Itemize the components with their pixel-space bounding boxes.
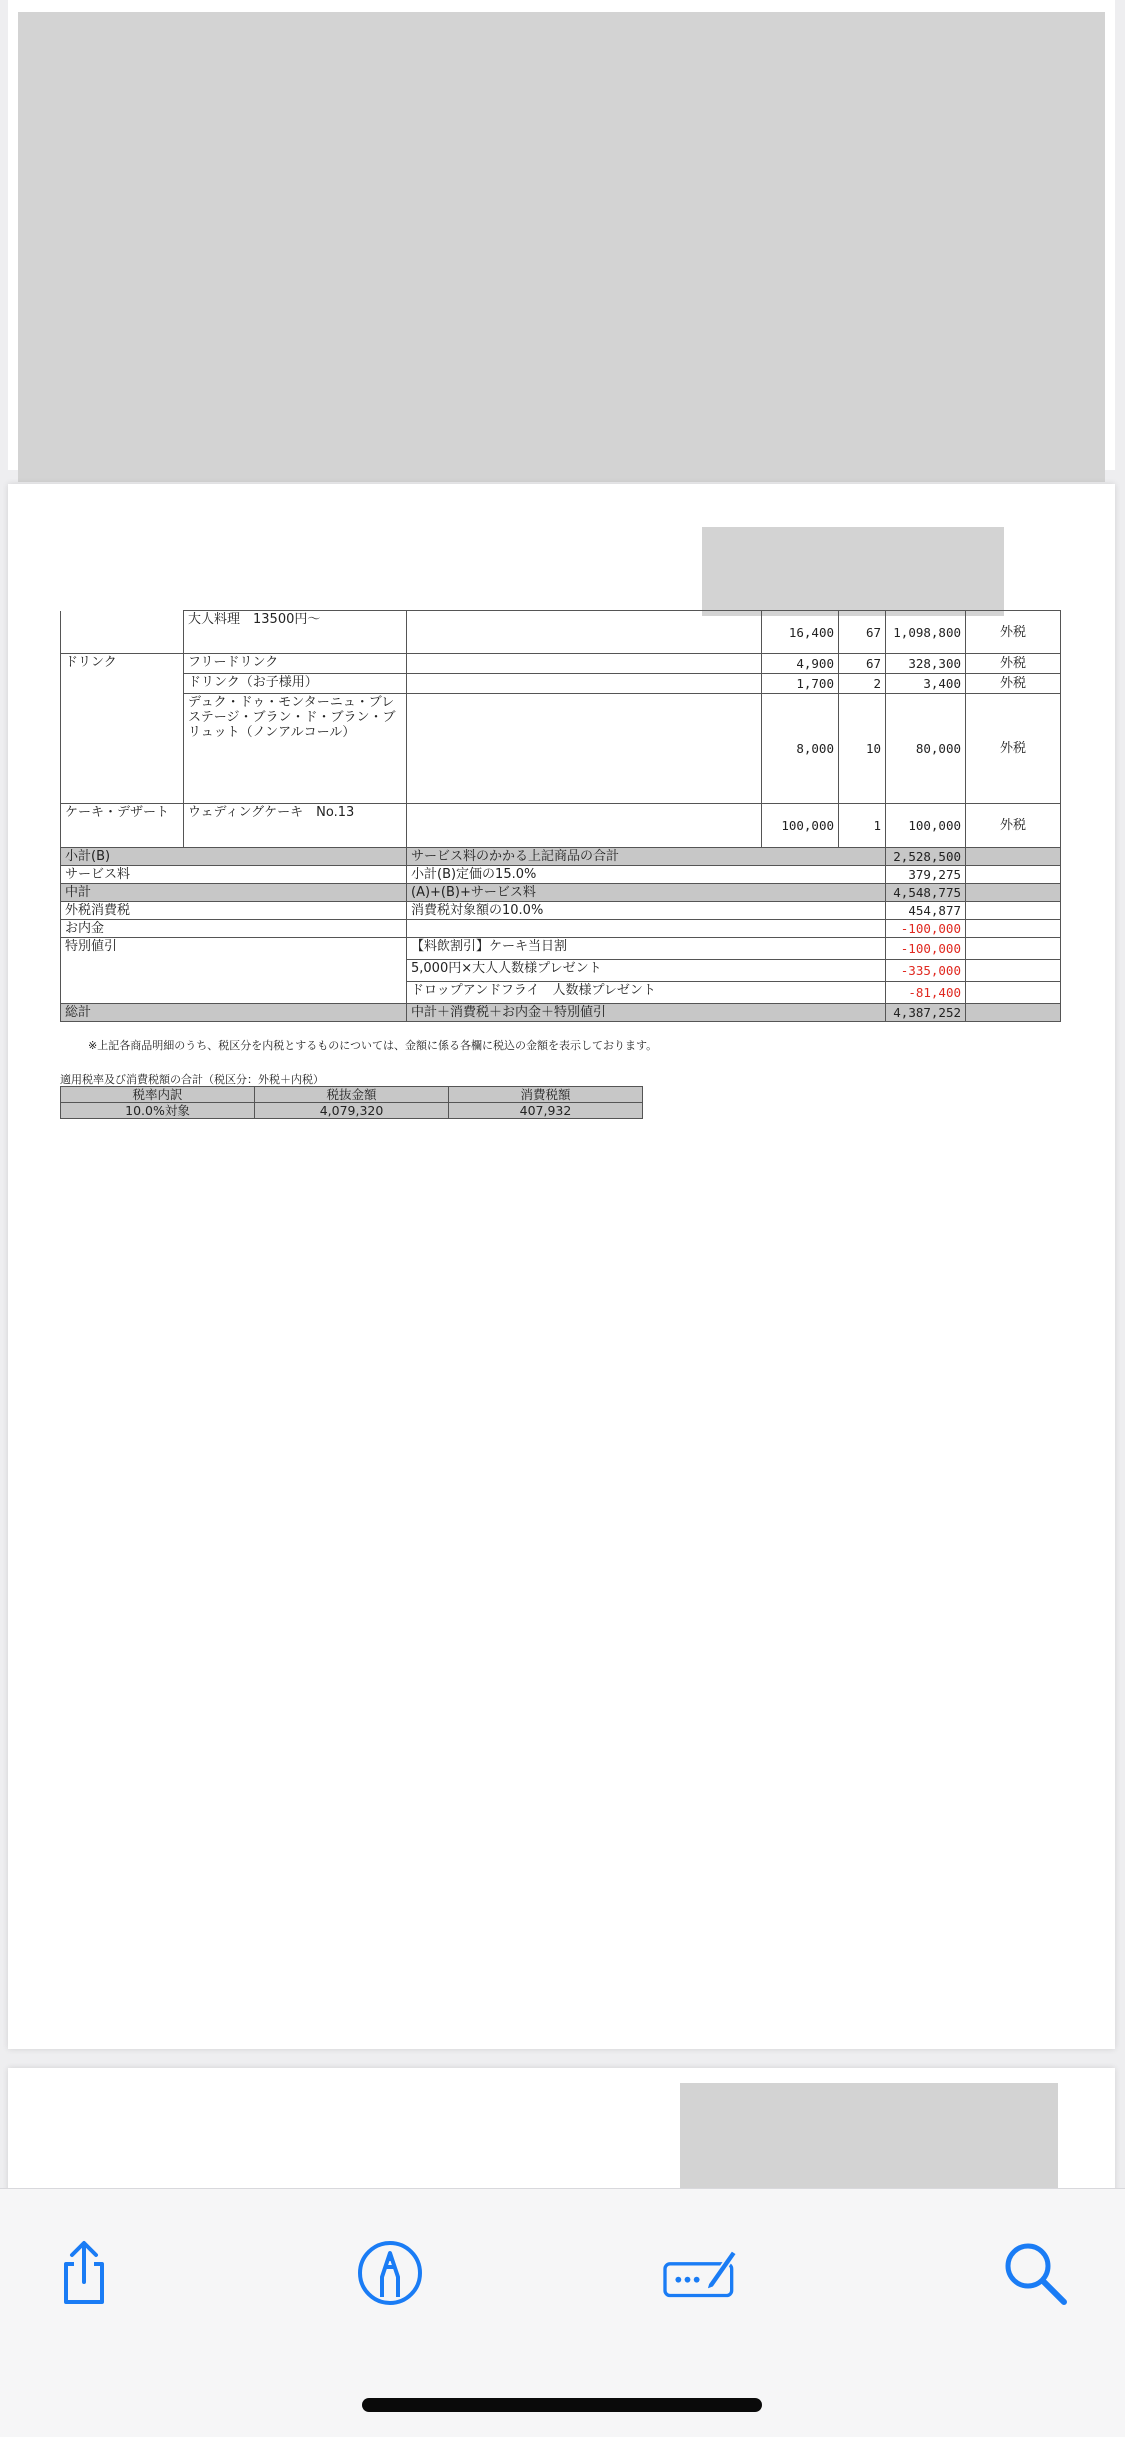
subtotal-row — [61, 848, 1061, 866]
summary-desc: 【料飲割引】ケーキ当日割 — [407, 938, 886, 960]
column-header: 税率内訳 — [61, 1087, 255, 1103]
signature-icon — [660, 2238, 740, 2308]
tax-note: ※上記各商品明細のうち、税区分を内税とするものについては、金額に係る各欄に税込の金額を表示しております。 — [88, 1039, 658, 1052]
home-indicator — [362, 2398, 762, 2412]
unit-price: 4,900 — [762, 654, 839, 674]
table-row — [61, 654, 1061, 674]
summary-amount: 2,528,500 — [886, 848, 966, 866]
item-name: フリードリンク — [184, 654, 407, 674]
tax-type: 外税 — [966, 611, 1061, 654]
table-row — [61, 674, 1061, 694]
summary-desc: ドロップアンドフライ 人数様プレゼント — [407, 982, 886, 1004]
summary-desc: 消費税対象額の10.0% — [407, 902, 886, 920]
summary-label: 外税消費税 — [61, 902, 407, 920]
summary-label: 特別値引 — [61, 938, 407, 1004]
item-name: ドリンク（お子様用） — [184, 674, 407, 694]
share-icon — [52, 2238, 116, 2308]
summary-desc: 中計＋消費税＋お内金＋特別値引 — [407, 1004, 886, 1022]
redacted-area — [18, 12, 1105, 482]
invoice-table — [60, 610, 1061, 1022]
item-name: ウェディングケーキ No.13 — [184, 804, 407, 848]
item-note — [407, 654, 762, 674]
unit-price: 8,000 — [762, 694, 839, 804]
column-header: 消費税額 — [449, 1087, 643, 1103]
summary-desc — [407, 920, 886, 938]
summary-amount: -100,000 — [886, 938, 966, 960]
share-button[interactable] — [44, 2233, 124, 2313]
rate-title: 適用税率及び消費税額の合計（税区分：外税＋内税） — [60, 1073, 324, 1086]
item-note — [407, 611, 762, 654]
table-row — [61, 694, 1061, 804]
summary-desc: (A)+(B)+サービス料 — [407, 884, 886, 902]
summary-amount: 454,877 — [886, 902, 966, 920]
summary-amount: -100,000 — [886, 920, 966, 938]
summary-amount: -335,000 — [886, 960, 966, 982]
tax-type: 外税 — [966, 654, 1061, 674]
quantity: 10 — [839, 694, 886, 804]
summary-desc: サービス料のかかる上記商品の合計 — [407, 848, 886, 866]
category-cell: ドリンク — [61, 654, 184, 804]
tax-type: 外税 — [966, 674, 1061, 694]
amount: 1,098,800 — [886, 611, 966, 654]
table-row — [61, 611, 1061, 654]
item-name: デュク・ドゥ・モンターニュ・ブレステージ・ブラン・ド・ブラン・ブリュット（ノンアルコール） — [184, 694, 407, 804]
service-row — [61, 866, 1061, 884]
item-note — [407, 694, 762, 804]
tax-type: 外税 — [966, 804, 1061, 848]
summary-label: サービス料 — [61, 866, 407, 884]
summary-label: お内金 — [61, 920, 407, 938]
amount: 328,300 — [886, 654, 966, 674]
amount: 3,400 — [886, 674, 966, 694]
search-button[interactable] — [995, 2233, 1075, 2313]
document-page — [8, 484, 1115, 2049]
quantity: 1 — [839, 804, 886, 848]
item-name: 大人料理 13500円～ — [184, 611, 407, 654]
table-cell: 4,079,320 — [255, 1103, 449, 1119]
amount: 80,000 — [886, 694, 966, 804]
signature-button[interactable] — [660, 2233, 740, 2313]
quantity: 67 — [839, 654, 886, 674]
item-note — [407, 804, 762, 848]
amount: 100,000 — [886, 804, 966, 848]
summary-desc: 小計(B)定価の15.0% — [407, 866, 886, 884]
summary-amount: 4,548,775 — [886, 884, 966, 902]
category-cell: ケーキ・デザート — [61, 804, 184, 848]
summary-label: 中計 — [61, 884, 407, 902]
total-row — [61, 1004, 1061, 1022]
table-cell: 10.0%対象 — [61, 1103, 255, 1119]
column-header: 税抜金額 — [255, 1087, 449, 1103]
summary-amount: 379,275 — [886, 866, 966, 884]
summary-amount: 4,387,252 — [886, 1004, 966, 1022]
unit-price: 16,400 — [762, 611, 839, 654]
deposit-row — [61, 920, 1061, 938]
quantity: 67 — [839, 611, 886, 654]
search-icon — [1000, 2238, 1070, 2308]
table-header-row — [61, 1087, 643, 1103]
discount-row — [61, 938, 1061, 960]
quantity: 2 — [839, 674, 886, 694]
unit-price: 100,000 — [762, 804, 839, 848]
tax-row — [61, 902, 1061, 920]
unit-price: 1,700 — [762, 674, 839, 694]
summary-label: 小計(B) — [61, 848, 407, 866]
summary-label: 総計 — [61, 1004, 407, 1022]
markup-icon — [354, 2237, 426, 2309]
table-row — [61, 804, 1061, 848]
tax-type: 外税 — [966, 694, 1061, 804]
summary-amount: -81,400 — [886, 982, 966, 1004]
category-cell — [61, 611, 184, 654]
mid-total-row — [61, 884, 1061, 902]
table-row — [61, 1103, 643, 1119]
table-cell: 407,932 — [449, 1103, 643, 1119]
redacted-area — [702, 527, 1004, 616]
markup-button[interactable] — [350, 2233, 430, 2313]
tax-rate-table — [60, 1086, 643, 1119]
summary-desc: 5,000円×大人人数様プレゼント — [407, 960, 886, 982]
item-note — [407, 674, 762, 694]
